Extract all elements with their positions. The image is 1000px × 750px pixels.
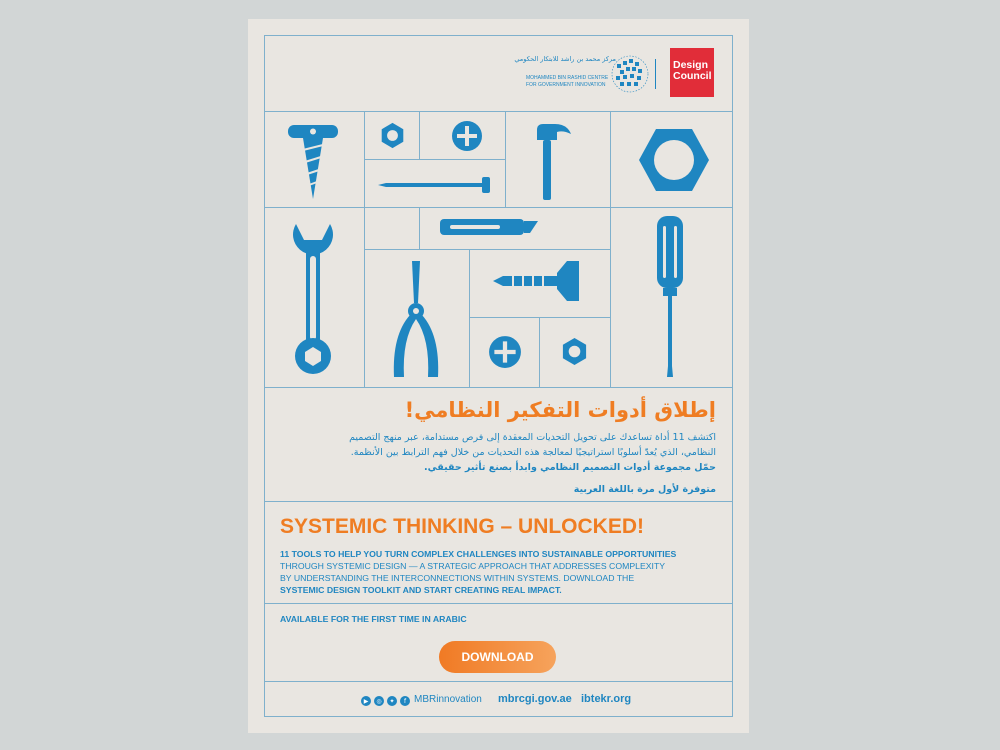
- screw-head-icon: [451, 120, 483, 152]
- utility-knife-icon: [438, 215, 542, 239]
- nut-icon-2: [560, 337, 589, 366]
- screw-head-icon-2: [488, 335, 522, 369]
- nut-icon: [379, 122, 406, 149]
- mbrcgi-arabic-name: مركز محمد بن راشد للابتكار الحكومي: [514, 55, 616, 63]
- english-availability: AVAILABLE FOR THE FIRST TIME IN ARABIC: [280, 614, 467, 624]
- wrench-icon: [290, 216, 336, 376]
- website-link-mbrcgi[interactable]: mbrcgi.gov.ae: [498, 693, 572, 705]
- download-button[interactable]: DOWNLOAD: [439, 641, 556, 673]
- website-link-ibtekr[interactable]: ibtekr.org: [581, 693, 632, 705]
- english-title: SYSTEMIC THINKING – UNLOCKED!: [280, 515, 645, 538]
- english-body-line-3: BY UNDERSTANDING THE INTERCONNECTIONS WITHIN SYSTEMS. DOWNLOAD THE: [280, 573, 635, 583]
- screwdriver-icon: [653, 214, 687, 379]
- mbrcgi-globe-logo: [611, 55, 649, 93]
- social-handle[interactable]: MBRinnovation: [414, 694, 482, 705]
- design-council-logo: Design Council: [670, 48, 714, 97]
- english-body-line-1: 11 TOOLS TO HELP YOU TURN COMPLEX CHALLENGES INTO SUSTAINABLE OPPORTUNITIES: [280, 549, 677, 559]
- twitter-icon[interactable]: ✦: [387, 696, 397, 706]
- poster: [248, 19, 749, 733]
- facebook-icon[interactable]: f: [400, 696, 410, 706]
- arabic-body-line-1: اكتشف 11 أداة تساعدك على تحويل التحديات المعقدة إلى فرص مستدامة، عبر منهج التصميم: [349, 432, 716, 443]
- english-body-line-4: SYSTEMIC DESIGN TOOLKIT AND START CREATING REAL IMPACT.: [280, 585, 562, 595]
- pliers-icon: [388, 259, 444, 381]
- arabic-body-line-3: حمّل مجموعة أدوات التصميم النظامي وابدأ بصنع تأثير حقيقي.: [424, 462, 716, 473]
- arabic-body-line-2: النظامي، الذي يُعدّ أسلوبًا استراتيجيًا لمعالجة هذه التحديات من خلال فهم الترابط بين الأنظمة.: [350, 447, 716, 458]
- hammer-icon: [533, 120, 573, 204]
- instagram-icon[interactable]: ◎: [374, 696, 384, 706]
- bolt-icon: [489, 259, 583, 303]
- mbrcgi-english-name-1: MOHAMMED BIN RASHID CENTRE: [526, 75, 609, 81]
- english-body-line-2: THROUGH SYSTEMIC DESIGN — A STRATEGIC APPROACH THAT ADDRESSES COMPLEXITY: [280, 561, 666, 571]
- youtube-icon[interactable]: ▶: [361, 696, 371, 706]
- nail-icon: [376, 175, 496, 195]
- mbrcgi-english-name-2: FOR GOVERNMENT INNOVATION: [526, 82, 606, 88]
- arabic-title: إطلاق أدوات التفكير النظامي!: [404, 398, 716, 422]
- arabic-availability: متوفرة لأول مرة باللغة العربية: [573, 484, 716, 495]
- screw-icon: [286, 123, 340, 201]
- large-nut-icon: [637, 127, 711, 193]
